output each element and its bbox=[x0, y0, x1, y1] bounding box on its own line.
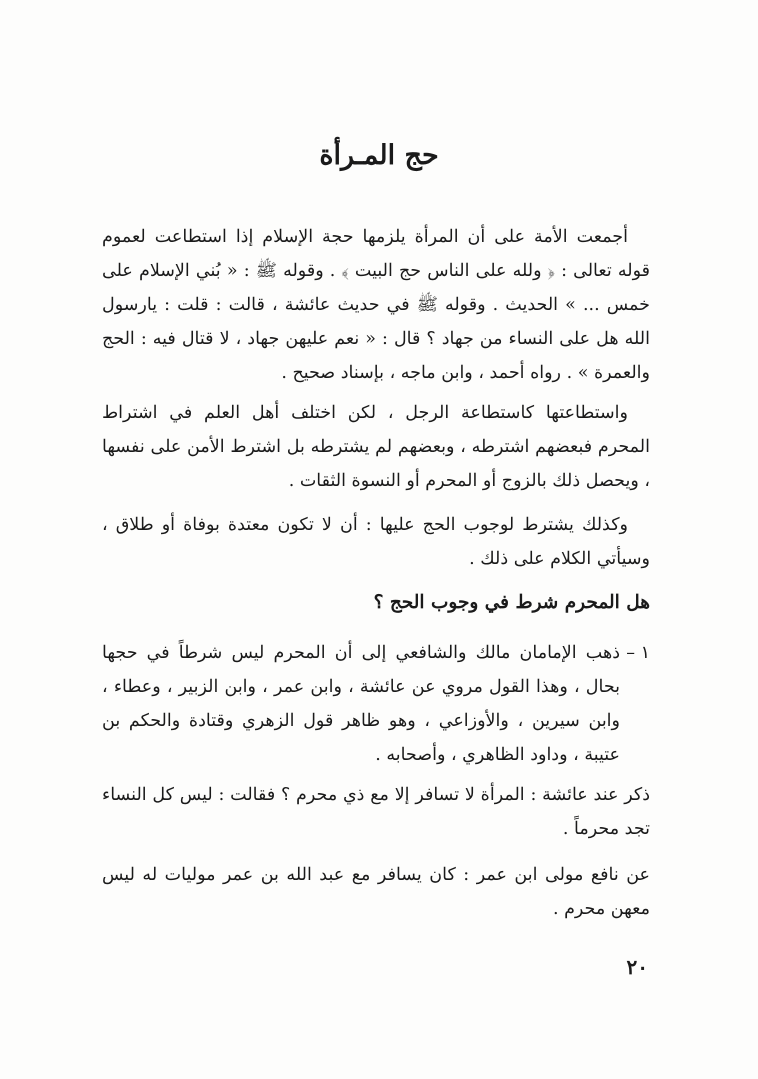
list-number: ١ – bbox=[626, 643, 650, 663]
paragraph-text: وكذلك يشترط لوجوب الحج عليها : أن لا تكون معتدة بوفاة أو طلاق ، وسيأتي الكلام على ذلك . bbox=[102, 515, 650, 569]
paragraph-text: ذكر عند عائشة : المرأة لا تسافر إلا مع ذي محرم ؟ فقالت : ليس كل النساء تجد محرماً . bbox=[102, 785, 650, 839]
section-heading: هل المحرم شرط في وجوب الحج ؟ bbox=[373, 592, 650, 613]
list-item-text: ذهب الإمامان مالك والشافعي إلى أن المحرم ليس شرطاً في حجها بحال ، وهذا القول مروي عن عائشة ، وابن عمر ، وابن الزبير ، وعطاء ، وابن سيرين ، والأوزاعي ، وهو ظاهر قول الزهري وقتادة والحكم بن عتيبة ، وداود الظاهري ، وأصحابه . bbox=[102, 643, 620, 765]
paragraph-5 bbox=[102, 858, 650, 926]
list-item bbox=[102, 636, 650, 772]
page-title: حج المـرأة bbox=[319, 140, 439, 171]
paragraph-1 bbox=[102, 220, 650, 390]
paragraph-4 bbox=[102, 778, 650, 846]
paragraph-text: عن نافع مولى ابن عمر : كان يسافر مع عبد الله بن عمر موليات له ليس معهن محرم . bbox=[102, 865, 650, 919]
paragraph-text: أجمعت الأمة على أن المرأة يلزمها حجة الإسلام إذا استطاعت لعموم قوله تعالى : ﴿ ولله على الناس حج البيت ﴾ . وقوله ﷺ : « بُني الإسلام على خمس ... » الحديث . وقوله ﷺ في حديث عائشة ، قالت : قلت : يارسول الله هل على النساء من جهاد ؟ قال : « نعم عليهن جهاد ، لا قتال فيه : الحج والعمرة » . رواه أحمد ، وابن ماجه ، بإسناد صحيح . bbox=[102, 227, 650, 383]
paragraph-3 bbox=[102, 508, 650, 576]
page-number: ٢٠ bbox=[626, 955, 648, 979]
paragraph-text: واستطاعتها كاستطاعة الرجل ، لكن اختلف أهل العلم في اشتراط المحرم فبعضهم اشترطه ، وبعضهم لم يشترطه بل اشترط الأمن على نفسها ، ويحصل ذلك بالزوج أو المحرم أو النسوة الثقات . bbox=[102, 403, 650, 491]
paragraph-2 bbox=[102, 396, 650, 498]
